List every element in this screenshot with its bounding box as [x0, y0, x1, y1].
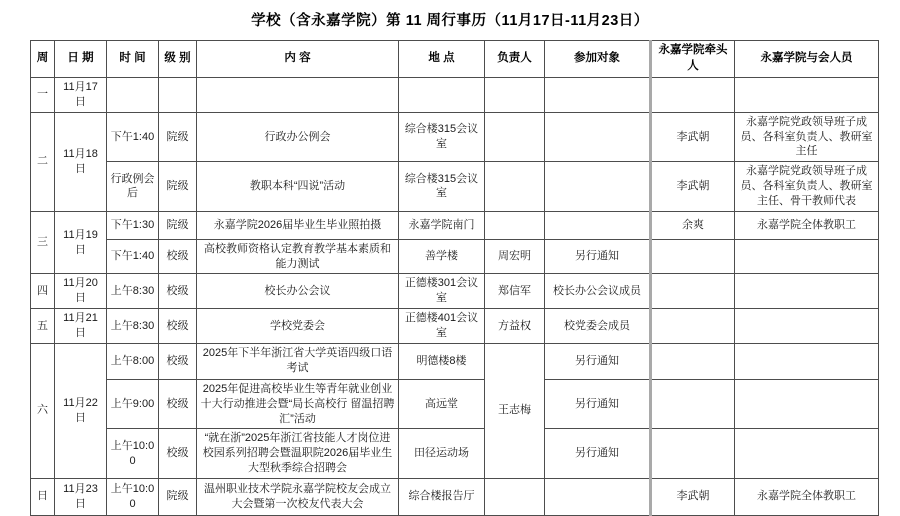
- cell-date: 11月18日: [55, 112, 107, 211]
- cell-yj_attendees: [735, 429, 879, 479]
- cell-yj_lead: [651, 78, 735, 113]
- cell-location: 明德楼8楼: [399, 343, 485, 379]
- cell-time: [107, 78, 159, 113]
- page-title: 学校（含永嘉学院）第 11 周行事历（11月17日-11月23日）: [251, 13, 649, 29]
- schedule-table-body: [31, 78, 879, 516]
- col-header-date: 日 期: [55, 41, 107, 78]
- cell-content: 永嘉学院2026届毕业生毕业照拍摄: [197, 211, 399, 239]
- col-header-level: 级 别: [159, 41, 197, 78]
- cell-time: 上午8:00: [107, 343, 159, 379]
- cell-level: 校级: [159, 239, 197, 274]
- cell-content: 温州职业技术学院永嘉学院校友会成立大会暨第一次校友代表大会: [197, 478, 399, 515]
- cell-location: 正德楼301会议室: [399, 274, 485, 309]
- cell-level: 院级: [159, 478, 197, 515]
- cell-leader: 周宏明: [485, 239, 545, 274]
- cell-content: 学校党委会: [197, 309, 399, 344]
- cell-time: 上午9:00: [107, 379, 159, 429]
- cell-participants: 另行通知: [545, 379, 651, 429]
- cell-location: 综合楼报告厅: [399, 478, 485, 515]
- table-row: [31, 478, 879, 515]
- cell-time: 上午8:30: [107, 274, 159, 309]
- cell-week: 日: [31, 478, 55, 515]
- cell-level: 校级: [159, 379, 197, 429]
- cell-time: 上午8:30: [107, 309, 159, 344]
- cell-location: 善学楼: [399, 239, 485, 274]
- cell-date: 11月21日: [55, 309, 107, 344]
- col-header-time: 时 间: [107, 41, 159, 78]
- table-row: [31, 112, 879, 162]
- cell-content: 教职本科“四说”活动: [197, 162, 399, 212]
- cell-week: 六: [31, 343, 55, 478]
- cell-date: 11月22日: [55, 343, 107, 478]
- table-row: [31, 274, 879, 309]
- cell-date: 11月17日: [55, 78, 107, 113]
- col-header-yj-attendees: 永嘉学院与会人员: [735, 41, 879, 78]
- cell-week: 二: [31, 112, 55, 211]
- cell-yj_lead: [651, 239, 735, 274]
- table-row: [31, 211, 879, 239]
- cell-date: 11月20日: [55, 274, 107, 309]
- cell-participants: 校党委会成员: [545, 309, 651, 344]
- cell-location: 正德楼401会议室: [399, 309, 485, 344]
- header-row: [31, 41, 879, 78]
- col-header-content: 内 容: [197, 41, 399, 78]
- table-row: [31, 162, 879, 212]
- cell-participants: [545, 162, 651, 212]
- cell-time: 下午1:40: [107, 239, 159, 274]
- table-row: [31, 379, 879, 429]
- cell-yj_attendees: 永嘉学院全体教职工: [735, 478, 879, 515]
- col-header-week: 周: [31, 41, 55, 78]
- table-row: [31, 239, 879, 274]
- cell-level: 院级: [159, 162, 197, 212]
- cell-location: 综合楼315会议室: [399, 162, 485, 212]
- cell-location: [399, 78, 485, 113]
- cell-yj_lead: [651, 274, 735, 309]
- cell-participants: [545, 112, 651, 162]
- cell-participants: 校长办公会议成员: [545, 274, 651, 309]
- cell-participants: 另行通知: [545, 343, 651, 379]
- cell-participants: 另行通知: [545, 429, 651, 479]
- cell-week: 三: [31, 211, 55, 274]
- table-row: [31, 309, 879, 344]
- cell-level: 院级: [159, 112, 197, 162]
- cell-level: 校级: [159, 343, 197, 379]
- cell-yj_attendees: 永嘉学院党政领导班子成员、各科室负责人、教研室主任: [735, 112, 879, 162]
- cell-yj_lead: [651, 343, 735, 379]
- cell-leader: [485, 478, 545, 515]
- cell-content: 2025年下半年浙江省大学英语四级口语考试: [197, 343, 399, 379]
- cell-content: 高校教师资格认定教育教学基本素质和能力测试: [197, 239, 399, 274]
- table-row: [31, 429, 879, 479]
- cell-content: 校长办公会议: [197, 274, 399, 309]
- cell-location: 高远堂: [399, 379, 485, 429]
- cell-yj_attendees: [735, 343, 879, 379]
- cell-time: 行政例会后: [107, 162, 159, 212]
- cell-yj_attendees: 永嘉学院全体教职工: [735, 211, 879, 239]
- cell-time: 上午10:00: [107, 478, 159, 515]
- cell-content: 行政办公例会: [197, 112, 399, 162]
- table-row: [31, 343, 879, 379]
- cell-leader: [485, 78, 545, 113]
- col-header-participants: 参加对象: [545, 41, 651, 78]
- cell-leader: [485, 162, 545, 212]
- cell-yj_attendees: [735, 78, 879, 113]
- cell-level: 院级: [159, 211, 197, 239]
- col-header-yj-lead: 永嘉学院牵头人: [651, 41, 735, 78]
- cell-participants: [545, 478, 651, 515]
- cell-yj_lead: 李武朝: [651, 478, 735, 515]
- cell-content: [197, 78, 399, 113]
- schedule-table: [30, 40, 879, 516]
- col-header-leader: 负责人: [485, 41, 545, 78]
- cell-location: 田径运动场: [399, 429, 485, 479]
- cell-level: 校级: [159, 309, 197, 344]
- cell-location: 综合楼315会议室: [399, 112, 485, 162]
- cell-participants: [545, 211, 651, 239]
- cell-leader: 郑信军: [485, 274, 545, 309]
- cell-time: 下午1:30: [107, 211, 159, 239]
- cell-yj_attendees: [735, 274, 879, 309]
- cell-yj_attendees: [735, 309, 879, 344]
- cell-yj_lead: [651, 309, 735, 344]
- cell-leader: 王志梅: [485, 343, 545, 478]
- cell-participants: [545, 78, 651, 113]
- cell-yj_attendees: 永嘉学院党政领导班子成员、各科室负责人、教研室主任、骨干教师代表: [735, 162, 879, 212]
- cell-date: 11月23日: [55, 478, 107, 515]
- table-row: [31, 78, 879, 113]
- cell-yj_lead: [651, 379, 735, 429]
- cell-leader: 方益权: [485, 309, 545, 344]
- cell-yj_attendees: [735, 239, 879, 274]
- col-header-location: 地 点: [399, 41, 485, 78]
- cell-leader: [485, 211, 545, 239]
- cell-leader: [485, 112, 545, 162]
- cell-content: “就在浙”2025年浙江省技能人才岗位进校园系列招聘会暨温职院2026届毕业生大型秋季综合招聘会: [197, 429, 399, 479]
- cell-yj_lead: 李武朝: [651, 162, 735, 212]
- cell-content: 2025年促进高校毕业生等青年就业创业十大行动推进会暨“局长高校行 留温招聘汇”活动: [197, 379, 399, 429]
- cell-week: 五: [31, 309, 55, 344]
- cell-time: 上午10:00: [107, 429, 159, 479]
- cell-location: 永嘉学院南门: [399, 211, 485, 239]
- cell-level: 校级: [159, 429, 197, 479]
- cell-yj_attendees: [735, 379, 879, 429]
- cell-yj_lead: [651, 429, 735, 479]
- cell-date: 11月19日: [55, 211, 107, 274]
- cell-yj_lead: 余爽: [651, 211, 735, 239]
- cell-time: 下午1:40: [107, 112, 159, 162]
- cell-participants: 另行通知: [545, 239, 651, 274]
- cell-yj_lead: 李武朝: [651, 112, 735, 162]
- cell-level: [159, 78, 197, 113]
- cell-level: 校级: [159, 274, 197, 309]
- cell-week: 一: [31, 78, 55, 113]
- cell-week: 四: [31, 274, 55, 309]
